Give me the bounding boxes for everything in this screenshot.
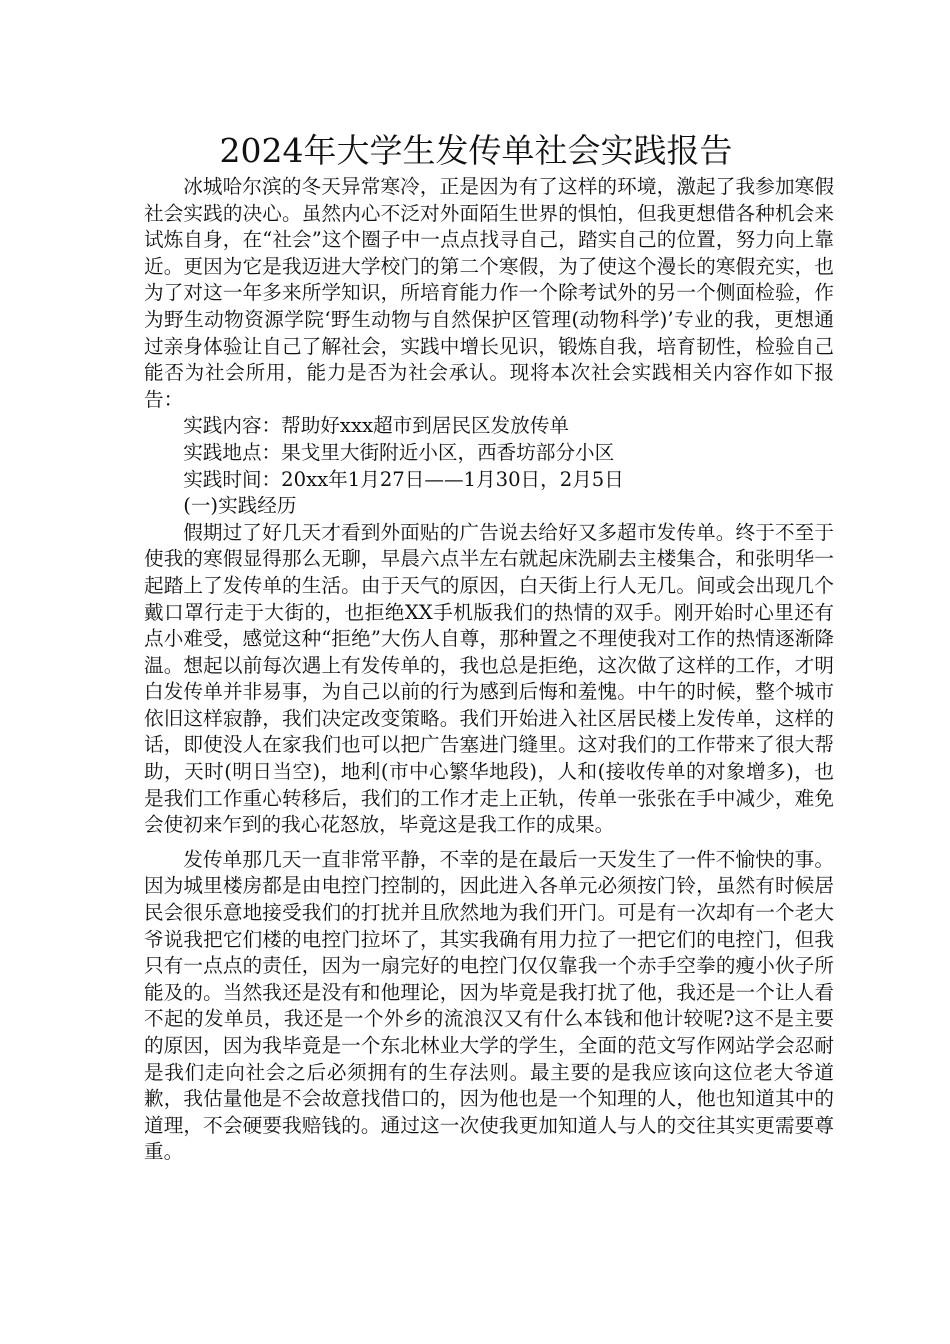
practice-location: 实践地点：果戈里大街附近小区，西香坊部分小区 xyxy=(183,440,615,464)
paragraph-experience: 假期过了好几天才看到外面贴的广告说去给好又多超市发传单。终于不至于使我的寒假显得那么无聊，早晨六点半左右就起床洗刷去主楼集合，和张明华一起踏上了发传单的生活。由于天气的原因，白天街上行人无几。间或会出现几个戴口罩行走于大街的，也拒绝XX手机版我们的热情的双手。刚开始时心里还有点小难受，感觉这种“拒绝”大伤人自尊，那种置之不理使我对工作的热情逐渐降温。想起以前每次遇上有发传单的，我也总是拒绝，这次做了这样的工作，才明白发传单并非易事，为自己以前的行为感到后悔和羞愧。中午的时候，整个城市依旧这样寂静，我们决定改变策略。我们开始进入社区居民楼上发传单，这样的话，即使没人在家我们也可以把广告塞进门缝里。这对我们的工作带来了很大帮助，天时(明日当空)，地利(市中心繁华地段)，人和(接收传单的对象增多)，也是我们工作重心转移后，我们的工作才走上正轨，传单一张张在手中减少，难免会使初来乍到的我心花怒放，毕竟这是我工作的成果。 xyxy=(144,520,834,837)
paragraph-spacer xyxy=(144,839,834,847)
paragraph-intro: 冰城哈尔滨的冬天异常寒冷，正是因为有了这样的环境，激起了我参加寒假社会实践的决心。虽然内心不泛对外面陌生世界的惧怕，但我更想借各种机会来试炼自身，在“社会”这个圈子中一点点找寻自己，踏实自己的位置，努力向上靠近。更因为它是我迈进大学校门的第二个寒假，为了使这个漫长的寒假充实，也为了对这一年多来所学知识，所培育能力作一个除考试外的另一个侧面检验，作为野生动物资源学院‘野生动物与自然保护区管理(动物科学)’专业的我，更想通过亲身体验让自己了解社会，实践中增长见识，锻炼自我，培育韧性，检验自己能否为社会所用，能力是否为社会承认。现将本次社会实践相关内容作如下报告： xyxy=(144,175,834,411)
practice-time: 实践时间：20xx年1月27日——1月30日，2月5日 xyxy=(183,467,624,491)
section-heading-experience: (一)实践经历 xyxy=(183,494,297,518)
paragraph-incident: 发传单那几天一直非常平静，不幸的是在最后一天发生了一件不愉快的事。因为城里楼房都是由电控门控制的，因此进入各单元必须按门铃，虽然有时候居民会很乐意地接受我们的打扰并且欣然地为我们开门。可是有一次却有一个老大爷说我把它们楼的电控门拉坏了，其实我确有用力拉了一把它们的电控门，但我只有一点点的责任，因为一扇完好的电控门仅仅靠我一个赤手空拳的瘦小伙子所能及的。当然我还是没有和他理论，因为毕竟是我打扰了他，我还是一个让人看不起的发单员，我还是一个外乡的流浪汉又有什么本钱和他计较呢?这不是主要的原因，因为我毕竟是一个东北林业大学的学生，全面的范文写作网站学会忍耐是我们走向社会之后必须拥有的生存法则。最主要的是我应该向这位老大爷道歉，我估量他是不会故意找借口的，因为他也是一个知理的人，他也知道其中的道理，不会硬要我赔钱的。通过这一次使我更加知道人与人的交往其实更需要尊重。 xyxy=(144,847,834,1164)
document-title: 2024年大学生发传单社会实践报告 xyxy=(219,131,733,170)
document-body xyxy=(144,174,834,1166)
practice-content: 实践内容：帮助好xxx超市到居民区发放传单 xyxy=(183,414,570,438)
